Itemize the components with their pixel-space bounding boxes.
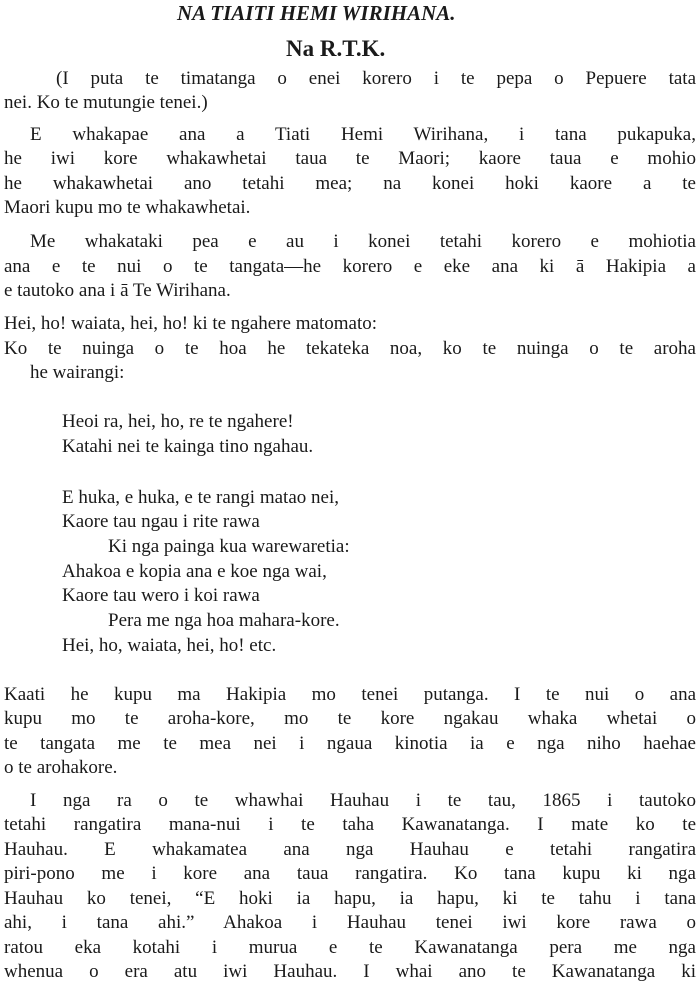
paragraph-line: E whakapae ana a Tiati Hemi Wirihana, i tana pukapuka, <box>30 124 696 145</box>
refrain-line: Ko te nuinga o te hoa he tekateka noa, ko te nuinga o te aroha <box>4 338 696 359</box>
paragraph-line: Hauhau. E whakamatea ana nga Hauhau e tetahi rangatira <box>4 839 696 860</box>
poem-line: Hei, ho, waiata, hei, ho! etc. <box>62 635 277 656</box>
intro-line: nei. Ko te mutungie tenei.) <box>4 92 208 113</box>
poem-line: Pera me nga hoa mahara-kore. <box>108 610 340 631</box>
article-title: NA TIAITI HEMI WIRIHANA. <box>177 1 456 25</box>
paragraph-line: piri-pono me i kore ana taua rangatira. Ko tana kupu ki nga <box>4 863 696 884</box>
paragraph-line: tetahi rangatira mana-nui i te taha Kawanatanga. I mate ko te <box>4 814 696 835</box>
poem-line: Kaore tau ngau i rite rawa <box>62 511 260 532</box>
poem-line: Kaore tau wero i koi rawa <box>62 585 260 606</box>
paragraph-line: Hauhau ko tenei, “E hoki ia hapu, ia hapu, ki te tahu i tana <box>4 888 696 909</box>
paragraph-line: ahi, i tana ahi.” Ahakoa i Hauhau tenei iwi kore rawa o <box>4 912 696 933</box>
paragraph-line: whenua o era atu iwi Hauhau. I whai ano te Kawanatanga ki <box>4 961 696 982</box>
poem-line: Katahi nei te kainga tino ngahau. <box>62 436 314 457</box>
paragraph-line: Me whakataki pea e au i konei tetahi korero e mohiotia <box>30 231 696 252</box>
paragraph-line: ratou eka kotahi i murua e te Kawanatanga pera me nga <box>4 937 696 958</box>
paragraph-line: e tautoko ana i ā Te Wirihana. <box>4 280 231 301</box>
refrain-line: Hei, ho! waiata, hei, ho! ki te ngahere matomato: <box>4 313 378 334</box>
poem-line: Heoi ra, hei, ho, re te ngahere! <box>62 411 294 432</box>
article-author: Na R.T.K. <box>286 36 386 61</box>
paragraph-line: ana e te nui o te tangata—he korero e eke ana ki ā Hakipia a <box>4 256 696 277</box>
paragraph-line: he whakawhetai ano tetahi mea; na konei hoki kaore a te <box>4 173 696 194</box>
paragraph-line: I nga ra o te whawhai Hauhau i te tau, 1865 i tautoko <box>30 790 696 811</box>
intro-line: (I puta te timatanga o enei korero i te pepa o Pepuere tata <box>56 68 696 89</box>
paragraph-line: te tangata me te mea nei i ngaua kinotia ia e nga niho haehae <box>4 733 696 754</box>
paragraph-line: Maori kupu mo te whakawhetai. <box>4 197 251 218</box>
poem-line: Ki nga painga kua warewaretia: <box>108 536 350 557</box>
paragraph-line: he iwi kore whakawhetai taua te Maori; kaore taua e mohio <box>4 148 696 169</box>
poem-line: Ahakoa e kopia ana e koe nga wai, <box>62 561 327 582</box>
poem-line: E huka, e huka, e te rangi matao nei, <box>62 487 339 508</box>
paragraph-line: Kaati he kupu ma Hakipia mo tenei putanga. I te nui o ana <box>4 684 696 705</box>
refrain-line: he wairangi: <box>30 362 125 383</box>
paragraph-line: kupu mo te aroha-kore, mo te kore ngakau whaka whetai o <box>4 708 696 729</box>
paragraph-line: o te arohakore. <box>4 757 118 778</box>
